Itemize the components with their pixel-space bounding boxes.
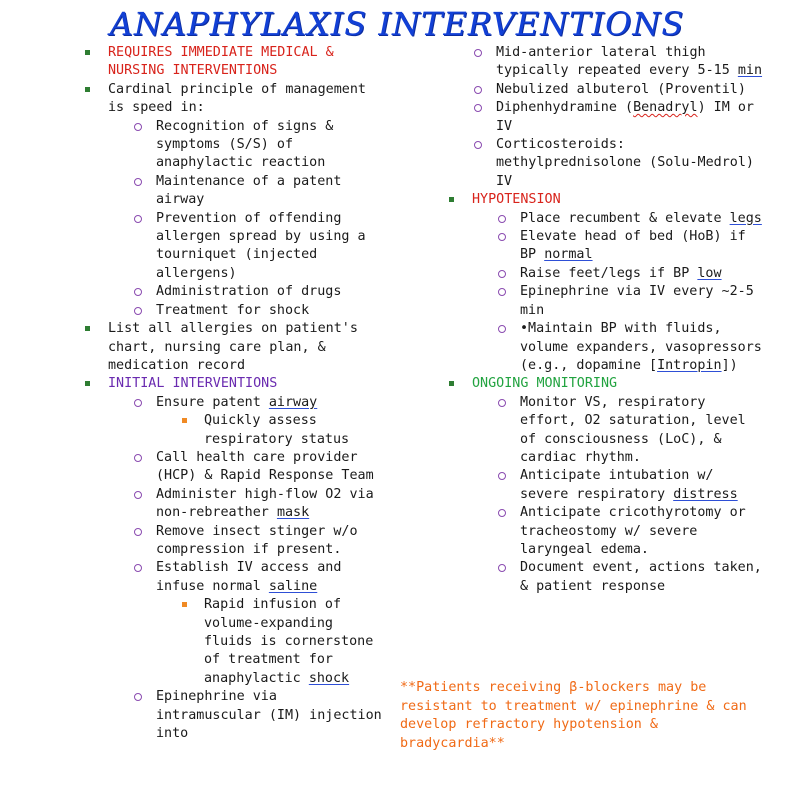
circle-bullet-icon — [134, 491, 142, 499]
square-bullet-icon — [85, 326, 90, 331]
circle-bullet-icon — [134, 693, 142, 701]
square-bullet-icon — [182, 602, 187, 607]
circle-bullet-icon — [134, 307, 142, 315]
item-assess: Quickly assess respiratory status — [180, 412, 384, 449]
circle-bullet-icon — [498, 233, 506, 241]
item-cricothyrotomy: Anticipate cricothyrotomy or tracheostomy w/ severe laryngeal edema. — [496, 504, 764, 559]
circle-bullet-icon — [498, 472, 506, 480]
bullet-hypotension — [448, 191, 764, 375]
item-call-hcp: Call health care provider (HCP) & Rapid Response Team — [132, 449, 384, 486]
item-thigh: Mid-anterior lateral thigh typically repeated every 5-15 min — [472, 44, 764, 81]
square-bullet-icon — [85, 50, 90, 55]
list-allergies-text: List all allergies on patient's chart, nursing care plan, & medication record — [108, 321, 358, 373]
circle-bullet-icon — [474, 86, 482, 94]
cardinal-item: Administration of drugs — [132, 283, 384, 301]
square-bullet-icon — [85, 381, 90, 386]
circle-bullet-icon — [134, 564, 142, 572]
initial-heading: INITIAL INTERVENTIONS — [108, 376, 278, 392]
circle-bullet-icon — [474, 141, 482, 149]
circle-bullet-icon — [474, 104, 482, 112]
circle-bullet-icon — [134, 123, 142, 131]
circle-bullet-icon — [498, 270, 506, 278]
right-column — [448, 44, 764, 596]
beta-blocker-note: **Patients receiving β-blockers may be resistant to treatment w/ epinephrine & can develop refractory hypotension & bradycardia** — [400, 680, 747, 751]
square-bullet-icon — [85, 87, 90, 92]
left-column — [84, 44, 384, 743]
square-bullet-icon — [449, 381, 454, 386]
cardinal-item: Treatment for shock — [132, 302, 384, 320]
cardinal-text: Cardinal principle of management is speed in: — [108, 81, 366, 116]
item-rapid-infusion: Rapid infusion of volume-expanding fluids is cornerstone of treatment for anaphylactic shock — [180, 596, 384, 688]
bullet-ongoing — [448, 375, 764, 596]
item-epinephrine-iv: Epinephrine via IV every ~2-5 min — [496, 283, 764, 320]
item-elevate-hob: Elevate head of bed (HoB) if BP normal — [496, 228, 764, 265]
circle-bullet-icon — [498, 564, 506, 572]
item-intubation: Anticipate intubation w/ severe respiratory distress — [496, 467, 764, 504]
requires-heading: REQUIRES IMMEDIATE MEDICAL & NURSING INTERVENTIONS — [108, 45, 334, 79]
circle-bullet-icon — [498, 509, 506, 517]
item-iv-access: Establish IV access and infuse normal saline Rapid infusion of volume-expanding fluids is cornerstone of treatment for anaphylactic shock — [132, 559, 384, 688]
circle-bullet-icon — [134, 399, 142, 407]
circle-bullet-icon — [134, 288, 142, 296]
circle-bullet-icon — [498, 399, 506, 407]
item-maintain-bp: •Maintain BP with fluids, volume expanders, vasopressors (e.g., dopamine [Intropin]) — [496, 320, 764, 375]
bullet-list-allergies — [84, 320, 384, 375]
cardinal-item: Recognition of signs & symptoms (S/S) of anaphylactic reaction — [132, 118, 384, 173]
circle-bullet-icon — [134, 454, 142, 462]
item-document: Document event, actions taken, & patient response — [496, 559, 764, 596]
circle-bullet-icon — [474, 49, 482, 57]
item-corticosteroids: Corticosteroids: methylprednisolone (Solu-Medrol) IV — [472, 136, 764, 191]
bullet-requires — [84, 44, 384, 81]
hypotension-heading: HYPOTENSION — [472, 192, 561, 208]
cardinal-item: Prevention of offending allergen spread by using a tourniquet (injected allergens) — [132, 210, 384, 284]
square-bullet-icon — [182, 418, 187, 423]
item-albuterol: Nebulized albuterol (Proventil) — [472, 81, 764, 99]
item-diphenhydramine: Diphenhydramine (Benadryl) IM or IV — [472, 99, 764, 136]
circle-bullet-icon — [134, 178, 142, 186]
circle-bullet-icon — [498, 215, 506, 223]
cardinal-item: Maintenance of a patent airway — [132, 173, 384, 210]
circle-bullet-icon — [134, 528, 142, 536]
item-ensure-airway: Ensure patent airway Quickly assess respiratory status — [132, 394, 384, 449]
item-stinger: Remove insect stinger w/o compression if present. — [132, 523, 384, 560]
square-bullet-icon — [449, 197, 454, 202]
page-title: ANAPHYLAXIS INTERVENTIONS — [109, 5, 685, 43]
bullet-initial — [84, 375, 384, 743]
ongoing-heading: ONGOING MONITORING — [472, 376, 618, 392]
circle-bullet-icon — [498, 325, 506, 333]
item-monitor-vs: Monitor VS, respiratory effort, O2 saturation, level of consciousness (LoC), & cardiac rhythm. — [496, 394, 764, 468]
bullet-cardinal — [84, 81, 384, 320]
item-epinephrine-im: Epinephrine via intramuscular (IM) injection into — [132, 688, 384, 743]
item-raise-feet: Raise feet/legs if BP low — [496, 265, 764, 283]
circle-bullet-icon — [134, 215, 142, 223]
item-recumbent: Place recumbent & elevate legs — [496, 210, 764, 228]
circle-bullet-icon — [498, 288, 506, 296]
item-administer-o2: Administer high-flow O2 via non-rebreather mask — [132, 486, 384, 523]
